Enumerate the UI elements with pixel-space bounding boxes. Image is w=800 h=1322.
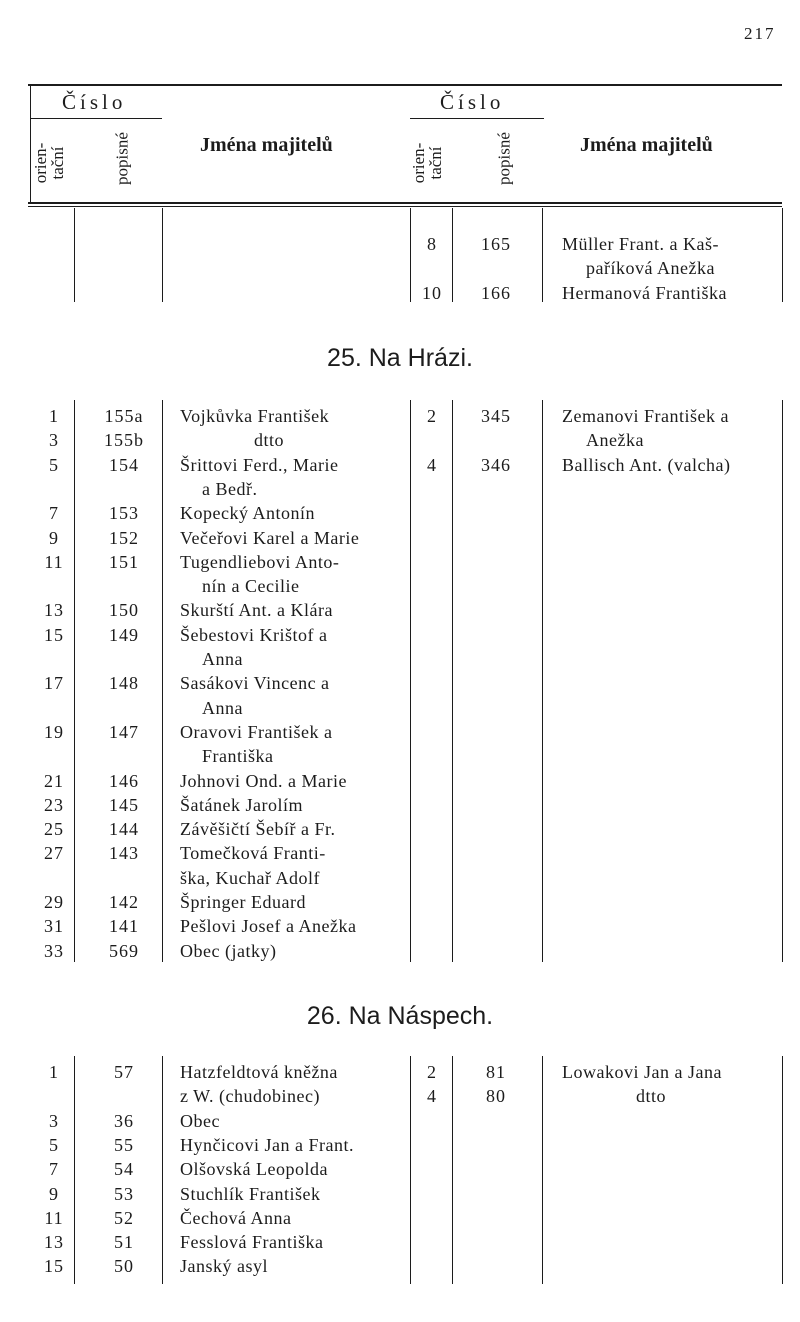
row-orientacni-number: 23 <box>44 794 64 815</box>
row-owner-name: Tomečková Franti- <box>180 843 326 864</box>
row-popisne-number: 150 <box>109 600 139 621</box>
right-column-divider <box>452 400 453 962</box>
column-divider <box>410 208 411 302</box>
popisne-label-left: popisné <box>112 132 132 185</box>
right-column-divider <box>542 1056 543 1284</box>
row-orientacni-number: 11 <box>44 551 64 572</box>
row-popisne-number: 346 <box>481 454 511 475</box>
row-popisne-number: 148 <box>109 673 139 694</box>
left-column-divider <box>162 400 163 962</box>
row-popisne-number: 153 <box>109 503 139 524</box>
row-orientacni-number: 7 <box>49 503 59 524</box>
left-column-divider <box>410 1056 411 1284</box>
row-orientacni-number: 5 <box>49 454 59 475</box>
right-column-divider <box>542 400 543 962</box>
row-popisne-number: 55 <box>114 1134 134 1155</box>
row-orientacni-number: 31 <box>44 916 64 937</box>
row-popisne-number: 143 <box>109 843 139 864</box>
row-popisne-number: 53 <box>114 1183 134 1204</box>
row-owner-name: Hermanová Františka <box>562 282 727 303</box>
row-owner-name: dtto <box>254 430 285 451</box>
row-popisne-number: 345 <box>481 406 511 426</box>
section-heading: 25. Na Hrázi. <box>327 344 473 372</box>
column-divider <box>162 208 163 302</box>
row-popisne-number: 50 <box>114 1256 134 1277</box>
jmena-label-left: Jména majitelů <box>200 134 333 156</box>
right-column-divider <box>452 1056 453 1284</box>
row-popisne-number: 36 <box>114 1110 134 1131</box>
row-owner-name: Františka <box>202 746 274 767</box>
row-owner-name: Šebestovi Krištof a <box>180 624 328 645</box>
column-divider <box>542 208 543 302</box>
column-divider <box>782 208 783 302</box>
left-column-divider <box>74 400 75 962</box>
section-heading: 26. Na Náspech. <box>306 1002 494 1030</box>
row-orientacni-number: 9 <box>49 1183 59 1204</box>
row-orientacni-number: 27 <box>44 843 64 864</box>
row-owner-name: Skurští Ant. a Klára <box>180 600 333 621</box>
row-orientacni-number: 10 <box>422 282 442 303</box>
row-popisne-number: 155b <box>104 430 144 451</box>
row-popisne-number: 151 <box>109 551 139 572</box>
row-owner-name: Vojkůvka František <box>180 406 330 426</box>
row-orientacni-number: 1 <box>49 406 59 426</box>
left-column-divider <box>162 1056 163 1284</box>
row-popisne-number: 141 <box>109 916 139 937</box>
row-owner-name: Zemanovi František a <box>562 406 729 426</box>
row-owner-name: Šatánek Jarolím <box>180 794 303 815</box>
row-owner-name: a Bedř. <box>202 478 258 499</box>
row-orientacni-number: 2 <box>427 406 437 426</box>
row-orientacni-number: 33 <box>44 940 64 961</box>
row-owner-name: Johnovi Ond. a Marie <box>180 770 347 791</box>
row-popisne-number: 152 <box>109 527 139 548</box>
row-popisne-number: 142 <box>109 892 139 912</box>
orientacni-label-right: orien- tační <box>409 142 445 184</box>
orientacni-label-left: orien- tační <box>31 142 67 184</box>
row-owner-name: Ballisch Ant. (valcha) <box>562 454 731 475</box>
row-owner-name: Stuchlík František <box>180 1183 321 1204</box>
row-owner-name: Kopecký Antonín <box>180 503 315 524</box>
row-popisne-number: 146 <box>109 770 139 791</box>
row-owner-name: Anna <box>202 649 243 669</box>
row-owner-name: nín a Cecilie <box>202 576 300 597</box>
row-orientacni-number: 13 <box>44 1232 64 1253</box>
row-popisne-number: 165 <box>481 234 511 254</box>
cislo-rule-right <box>410 118 544 119</box>
page-number: 217 <box>744 24 776 43</box>
row-orientacni-number: 1 <box>49 1062 59 1082</box>
right-border <box>782 1056 783 1284</box>
row-owner-name: Hatzfeldtová kněžna <box>180 1062 338 1082</box>
row-owner-name: Sasákovi Vincenc a <box>180 673 330 694</box>
row-owner-name: Lowakovi Jan a Jana <box>562 1062 722 1082</box>
header-top-rule <box>28 84 782 86</box>
row-popisne-number: 80 <box>486 1086 506 1107</box>
row-owner-name: Fesslová Františka <box>180 1232 324 1253</box>
row-owner-name: Večeřovi Karel a Marie <box>180 527 360 548</box>
row-popisne-number: 569 <box>109 940 139 961</box>
row-orientacni-number: 17 <box>44 673 64 694</box>
row-orientacni-number: 3 <box>49 430 59 451</box>
header-bottom-rule-thin <box>28 206 782 207</box>
row-orientacni-number: 15 <box>44 1256 64 1277</box>
row-popisne-number: 154 <box>109 454 139 475</box>
row-orientacni-number: 19 <box>44 721 64 742</box>
row-popisne-number: 155a <box>104 406 144 426</box>
right-border <box>782 400 783 962</box>
row-owner-name: Anežka <box>586 430 644 451</box>
column-divider <box>74 208 75 302</box>
cislo-label-right: Číslo <box>440 90 505 114</box>
row-owner-name: z W. (chudobinec) <box>180 1086 320 1107</box>
row-orientacni-number: 4 <box>427 1086 437 1107</box>
left-column-divider <box>410 400 411 962</box>
row-owner-name: Müller Frant. a Kaš- <box>562 234 719 254</box>
left-column-divider <box>74 1056 75 1284</box>
row-owner-name: Pešlovi Josef a Anežka <box>180 916 357 937</box>
row-owner-name: dtto <box>636 1086 667 1107</box>
row-owner-name: Anna <box>202 697 243 718</box>
row-popisne-number: 57 <box>114 1062 134 1082</box>
row-owner-name: Šrittovi Ferd., Marie <box>180 454 339 475</box>
row-orientacni-number: 15 <box>44 624 64 645</box>
row-orientacni-number: 29 <box>44 892 64 912</box>
column-divider <box>452 208 453 302</box>
row-popisne-number: 81 <box>486 1062 506 1082</box>
row-owner-name: ška, Kuchař Adolf <box>180 867 320 888</box>
popisne-label-right: popisné <box>494 132 514 185</box>
row-owner-name: Obec <box>180 1110 220 1131</box>
row-popisne-number: 147 <box>109 721 139 742</box>
row-orientacni-number: 11 <box>44 1207 64 1228</box>
row-owner-name: Obec (jatky) <box>180 940 277 961</box>
cislo-rule-left <box>30 118 162 119</box>
row-orientacni-number: 5 <box>49 1134 59 1155</box>
row-owner-name: Závěšičtí Šebíř a Fr. <box>180 819 336 840</box>
jmena-label-right: Jména majitelů <box>580 134 713 156</box>
row-popisne-number: 149 <box>109 624 139 645</box>
row-popisne-number: 51 <box>114 1232 134 1253</box>
row-orientacni-number: 2 <box>427 1062 437 1082</box>
row-orientacni-number: 13 <box>44 600 64 621</box>
row-orientacni-number: 4 <box>427 454 437 475</box>
cislo-label-left: Číslo <box>62 90 127 114</box>
row-orientacni-number: 3 <box>49 1110 59 1131</box>
row-popisne-number: 52 <box>114 1207 134 1228</box>
row-orientacni-number: 25 <box>44 819 64 840</box>
row-owner-name: Olšovská Leopolda <box>180 1159 328 1180</box>
row-popisne-number: 145 <box>109 794 139 815</box>
row-owner-name: Čechová Anna <box>180 1207 292 1228</box>
row-orientacni-number: 9 <box>49 527 59 548</box>
row-popisne-number: 166 <box>481 282 511 303</box>
row-orientacni-number: 21 <box>44 770 64 791</box>
row-owner-name: paříková Anežka <box>586 258 715 279</box>
row-popisne-number: 144 <box>109 819 139 840</box>
row-orientacni-number: 7 <box>49 1159 59 1180</box>
row-orientacni-number: 8 <box>427 234 437 254</box>
row-owner-name: Janský asyl <box>180 1256 268 1277</box>
row-owner-name: Tugendliebovi Anto- <box>180 551 340 572</box>
row-popisne-number: 54 <box>114 1159 134 1180</box>
row-owner-name: Špringer Eduard <box>180 892 306 912</box>
row-owner-name: Hynčicovi Jan a Frant. <box>180 1134 354 1155</box>
header-bottom-rule <box>28 202 782 204</box>
row-owner-name: Oravovi František a <box>180 721 333 742</box>
